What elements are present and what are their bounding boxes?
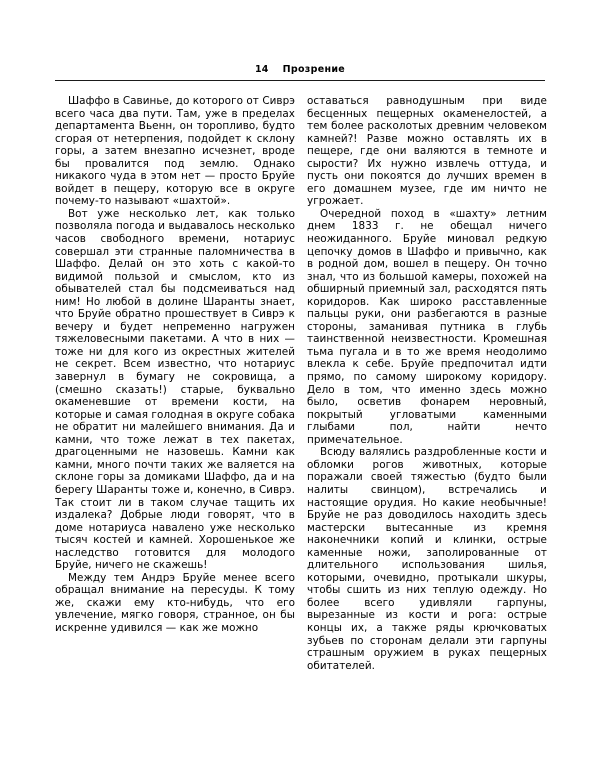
- paragraph: Между тем Андрэ Бруйе менее всего обращал внимание на пересуды. К тому же, скажи ему кто-нибудь, что его увлечение, мягко говоря, странное, он бы искренне удивился — как же можно: [55, 571, 295, 634]
- paragraph: Всюду валялись раздробленные кости и обломки рогов животных, которые поражали своей тяжестью (будто были налиты свинцом), встречались и настоящие орудия. Но какие необычные! Бруйе не раз доводилось находить здесь мастерски вытесанные из кремня наконечники копий и клинки, острые каменные ножи, заполированные от длительного использования шилья, которыми, очевидно, протыкали шкуры, чтобы сшить из них теплую одежду. Но более всего удивляли гарпуны, вырезанные из кости и рога: острые концы их, а также ряды крючковатых зубьев по сторонам делали эти гарпуны страшным оружием в руках пещерных обитателей.: [307, 446, 547, 672]
- header-divider-rule: [55, 80, 545, 81]
- running-title: Прозрение: [282, 63, 346, 75]
- left-column: [55, 95, 295, 725]
- running-head: [55, 56, 545, 74]
- paragraph: Шаффо в Савинье, до которого от Сиврэ всего часа два пути. Там, уже в пределах департамента Вьенн, он торопливо, будто сгорая от нетерпения, подойдет к склону горы, а затем внезапно исчезнет, вроде бы провалится под землю. Однако никакого чуда в этом нет — просто Бруйе войдет в пещеру, которую все в округе почему-то называют «шахтой».: [55, 95, 295, 208]
- page-number: 14: [254, 63, 269, 75]
- text-body: [55, 95, 547, 725]
- paragraph: Очередной поход в «шахту» летним днем 1833 г. не обещал ничего неожиданного. Бруйе миновал редкую цепочку домов в Шаффо и привычно, как в родной дом, вошел в пещеру. Он точно знал, что из большой камеры, похожей на обширный приемный зал, расходятся пять коридоров. Как широко расставленные пальцы руки, они разбегаются в разные стороны, заманивая путника в глубь таинственной неизвестности. Кромешная тьма пугала и в то же время неодолимо влекла к себе. Бруйе предпочитал идти прямо, по самому широкому коридору. Дело в том, что именно здесь можно было, осветив фонарем неровный, покрытый угловатыми каменными глыбами пол, найти нечто примечательное.: [307, 207, 547, 446]
- paragraph: оставаться равнодушным при виде бесценных пещерных окаменелостей, а тем более расколотых древним человеком камней?! Разве можно оставлять их в пещере, где они валяются в темноте и сырости? Их нужно извлечь оттуда, и пусть они покоятся до лучших времен в его домашнем музее, где им ничто не угрожает.: [307, 95, 547, 208]
- paragraph: Вот уже несколько лет, как только позволяла погода и выдавалось несколько часов свободного времени, нотариус совершал эти странные паломничества в Шаффо. Делай он это хоть с какой-то видимой пользой и смыслом, кто из обывателей стал бы подсмеиваться над ним! Но любой в долине Шаранты знает, что Бруйе обратно прошествует в Сиврэ к вечеру и будет непременно нагружен тяжеловесными пакетами. А что в них — тоже ни для кого из окрестных жителей не секрет. Всем известно, что нотариус завернул в бумагу не сокровища, а (смешно сказать!) старые, буквально окаменевшие от времени кости, на которые и самая голодная в округе собака не обратит ни малейшего внимания. Да и камни, что тоже лежат в тех пакетах, драгоценными не назовешь. Камни как камни, много почти таких же валяется на склоне горы за домиками Шаффо, да и на берегу Шаранты тоже и, конечно, в Сиврэ. Так стоит ли в таком случае тащить их издалека? Добрые люди говорят, что в доме нотариуса навалено уже несколько тысяч костей и камней. Хорошенькое же наследство готовится для молодого Бруйе, ничего не скажешь!: [55, 207, 295, 572]
- right-column: [307, 95, 547, 725]
